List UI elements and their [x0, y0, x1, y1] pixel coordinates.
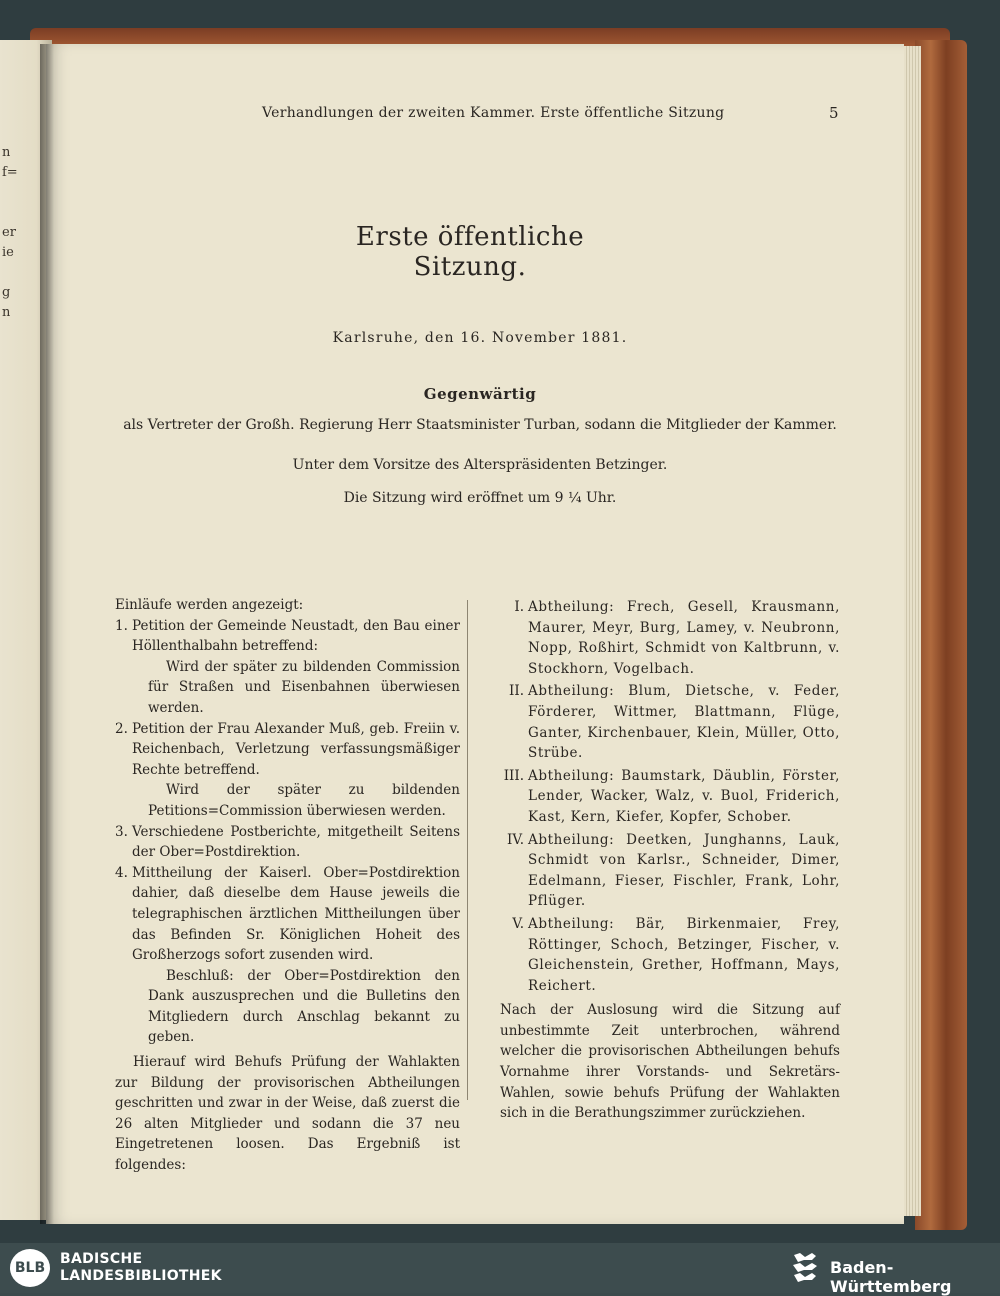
- item-text: Petition der Gemeinde Neustadt, den Bau einer Höllenthalbahn betreffend:: [132, 617, 460, 655]
- running-head: Verhandlungen der zweiten Kammer. Erste öffentliche Sitzung: [262, 105, 725, 121]
- left-page-text: er: [2, 225, 16, 240]
- item-number: 4.: [115, 864, 128, 881]
- left-page-text: n: [2, 145, 11, 160]
- closing-paragraph: Hierauf wird Behufs Prüfung der Wahlakten zur Bildung der provisorischen Abtheilungen geschritten und zwar in der Weise, daß zuerst die 26 alten Mitglieder und sodann die 37 neu Eingetretenen loosen. Das Ergebniß ist folgendes:: [115, 1054, 460, 1174]
- division-members: Abtheilung: Bär, Birkenmaier, Frey, Röttinger, Schoch, Betzinger, Fischer, v. Gleichenstein, Grether, Hoffmann, Mays, Reichert.: [528, 915, 840, 994]
- library-name-line1: BADISCHE: [60, 1251, 143, 1267]
- state-crest-icon[interactable]: [790, 1250, 820, 1286]
- division-numeral: II.: [509, 683, 524, 700]
- list-item: [115, 822, 460, 863]
- item-text: Mittheilung der Kaiserl. Ober=Postdirektion dahier, daß dieselbe dem Hause jeweils die telegraphischen ärztlichen Mittheilungen über das Befinden Sr. Königlichen Hoheit des Großherzogs sofort zusenden wird.: [132, 864, 460, 964]
- item-number: 2.: [115, 720, 128, 737]
- opening-text: Die Sitzung wird eröffnet um 9 ¼ Uhr.: [343, 490, 617, 506]
- division-members: Abtheilung: Frech, Gesell, Krausmann, Maurer, Meyr, Burg, Lamey, v. Neubronn, Nopp, Roßhirt, Schmidt von Kaltbrunn, v. Stockhorn, Vogelbach.: [528, 599, 840, 677]
- item-number: 1.: [115, 617, 128, 634]
- list-item: [115, 719, 460, 781]
- page-number: 5: [829, 104, 839, 122]
- division-numeral: IV.: [506, 831, 524, 848]
- division-entry: [500, 597, 840, 679]
- list-item: [115, 616, 460, 657]
- date-line: Karlsruhe, den 16. November 1881.: [332, 330, 628, 346]
- footer-bar: [0, 1243, 1000, 1296]
- item-decision: Wird der später zu bildenden Commission für Straßen und Eisenbahnen überwiesen werden.: [148, 658, 460, 716]
- intro-line: Einläufe werden angezeigt:: [115, 597, 304, 613]
- left-page-text: n: [2, 305, 11, 320]
- division-members: Abtheilung: Baumstark, Däublin, Förster, Lender, Wacker, Walz, v. Buol, Friderich, Kast, Kern, Kiefer, Kopfer, Schober.: [528, 767, 840, 825]
- item-text: Petition der Frau Alexander Muß, geb. Freiin v. Reichenbach, Verletzung verfassungsmäßiger Rechte betreffend.: [132, 720, 460, 778]
- item-number: 3.: [115, 823, 128, 840]
- left-column: [115, 595, 460, 1176]
- column-divider: [467, 600, 468, 1100]
- left-page-text: ie: [2, 245, 14, 260]
- item-decision: Wird der später zu bildenden Petitions=Commission überwiesen werden.: [148, 782, 460, 819]
- item-text: Verschiedene Postberichte, mitgetheilt Seitens der Ober=Postdirektion.: [132, 823, 460, 861]
- division-numeral: V.: [512, 915, 524, 932]
- library-name-line2: LANDESBIBLIOTHEK: [60, 1268, 222, 1284]
- division-members: Abtheilung: Blum, Dietsche, v. Feder, Förderer, Wittmer, Blattmann, Flüge, Ganter, Kirchenbauer, Klein, Müller, Otto, Strübe.: [528, 683, 840, 762]
- present-heading: Gegenwärtig: [423, 385, 537, 403]
- left-page-text: g: [2, 285, 11, 300]
- division-members: Abtheilung: Deetken, Junghanns, Lauk, Schmidt von Karlsr., Schneider, Dimer, Edelmann, Fieser, Fischler, Frank, Lohr, Pflüger.: [528, 831, 840, 910]
- closing-paragraph: Nach der Auslosung wird die Sitzung auf unbestimmte Zeit unterbrochen, während welcher die provisorischen Abtheilungen behufs Vornahme ihrer Vorstands- und Sekretärs-Wahlen, sowie behufs Prüfung der Wahlakten sich in die Berathungszimmer zurückziehen.: [500, 1002, 840, 1122]
- division-entry: [500, 766, 840, 828]
- gutter-shadow: [40, 44, 54, 1224]
- left-page-text: f=: [2, 165, 18, 180]
- division-entry: [500, 830, 840, 912]
- division-entry: [500, 681, 840, 763]
- division-numeral: III.: [503, 767, 524, 784]
- right-column: [500, 597, 840, 1124]
- list-item: [115, 863, 460, 966]
- present-text: als Vertreter der Großh. Regierung Herr Staatsminister Turban, sodann die Mitglieder der Kammer.: [123, 417, 837, 433]
- book-cover-right-edge: [915, 40, 967, 1230]
- division-numeral: I.: [514, 599, 524, 615]
- state-name[interactable]: Baden-Württemberg: [830, 1258, 952, 1296]
- item-decision: Beschluß: der Ober=Postdirektion den Dank auszusprechen und die Bulletins den Mitgliedern durch Anschlag bekannt zu geben.: [148, 967, 460, 1046]
- division-entry: [500, 914, 840, 996]
- library-name[interactable]: [60, 1251, 222, 1285]
- session-title: Erste öffentliche Sitzung.: [355, 222, 585, 282]
- chair-text: Unter dem Vorsitze des Alterspräsidenten Betzinger.: [292, 457, 668, 473]
- blb-logo-icon[interactable]: BLB: [10, 1249, 50, 1287]
